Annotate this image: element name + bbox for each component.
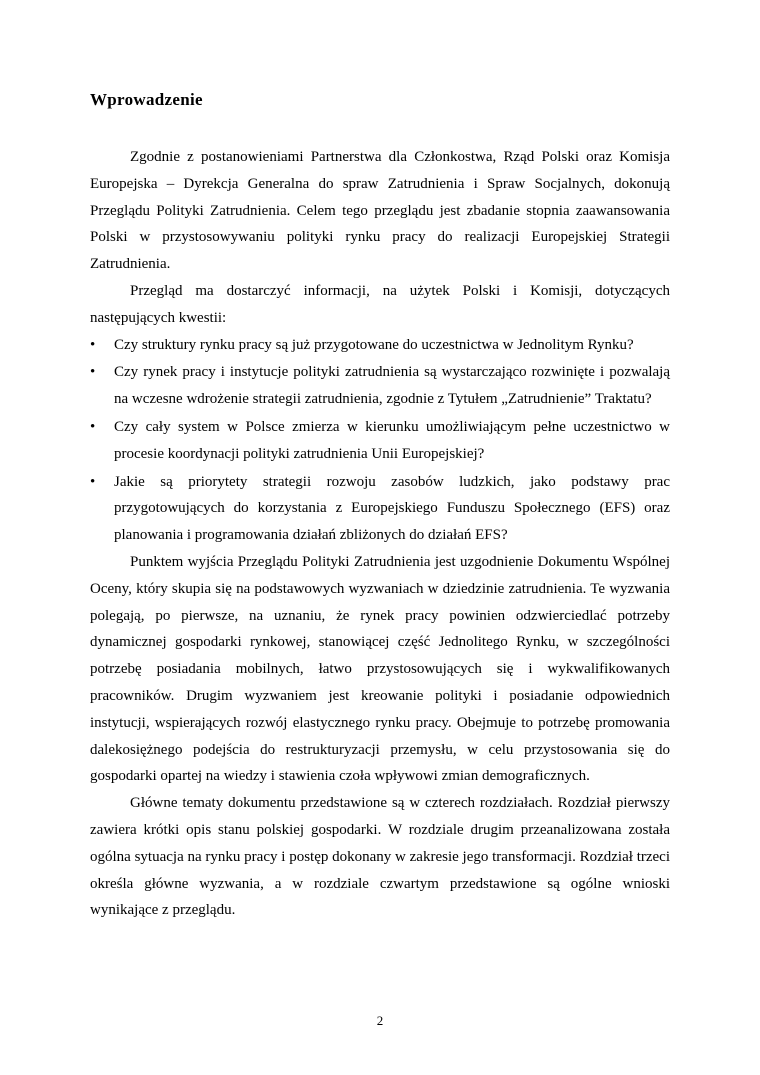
list-item-text: Czy rynek pracy i instytucje polityki zatrudnienia są wystarczająco rozwinięte i pozwalają na wczesne wdrożenie strategii zatrudnienia, zgodnie z Tytułem „Zatrudnienie” Traktatu? bbox=[114, 364, 670, 408]
list-item bbox=[90, 359, 670, 413]
list-item bbox=[90, 332, 670, 359]
document-body bbox=[90, 144, 670, 924]
section-heading: Wprowadzenie bbox=[90, 90, 203, 109]
bullet-icon: • bbox=[90, 418, 96, 435]
list-item-text: Czy cały system w Polsce zmierza w kierunku umożliwiającym pełne uczestnictwo w procesie koordynacji polityki zatrudnienia Unii Europejskiej? bbox=[114, 418, 670, 462]
list-item-text: Czy struktury rynku pracy są już przygotowane do uczestnictwa w Jednolitym Rynku? bbox=[114, 336, 634, 353]
bullet-icon: • bbox=[90, 336, 96, 353]
list-item bbox=[90, 469, 670, 549]
intro-paragraph-2: Przegląd ma dostarczyć informacji, na użytek Polski i Komisji, dotyczących następujących kwestii: bbox=[90, 282, 670, 326]
page-number: 2 bbox=[376, 1013, 384, 1028]
bullet-icon: • bbox=[90, 364, 96, 381]
list-item-text: Jakie są priorytety strategii rozwoju zasobów ludzkich, jako podstawy prac przygotowujących do korzystania z Europejskiego Funduszu Społecznego (EFS) oraz planowania i programowania działań zbliżonych do działań EFS? bbox=[114, 473, 670, 544]
intro-paragraph-3: Punktem wyjścia Przeglądu Polityki Zatrudnienia jest uzgodnienie Dokumentu Wspólnej Oceny, który skupia się na podstawowych wyzwaniach w dziedzinie zatrudnienia. Te wyzwania polegają, po pierwsze, na uznaniu, że rynek pracy powinien odzwierciedlać potrzeby dynamicznej gospodarki rynkowej, stanowiącej część Jednolitego Rynku, w szczególności potrzebę posiadania mobilnych, łatwo przystosowujących się i wykwalifikowanych pracowników. Drugim wyzwaniem jest kreowanie polityki i posiadanie odpowiednich instytucji, wspierających rozwój elastycznego rynku pracy. Obejmuje to potrzebę promowania dalekosiężnego podejścia do restrukturyzacji przemysłu, w celu przystosowania się do gospodarki opartej na wiedzy i stawienia czoła wpływowi zmian demograficznych. bbox=[90, 553, 670, 785]
list-item bbox=[90, 414, 670, 468]
bullet-icon: • bbox=[90, 473, 96, 490]
intro-paragraph-1: Zgodnie z postanowieniami Partnerstwa dla Członkostwa, Rząd Polski oraz Komisja Europejska – Dyrekcja Generalna do spraw Zatrudnienia i Spraw Socjalnych, dokonują Przeglądu Polityki Zatrudnienia. Celem tego przeglądu jest zbadanie stopnia zaawansowania Polski w przystosowywaniu polityki rynku pracy do realizacji Europejskiej Strategii Zatrudnienia. bbox=[90, 149, 670, 273]
question-list bbox=[90, 332, 670, 549]
intro-paragraph-4: Główne tematy dokumentu przedstawione są w czterech rozdziałach. Rozdział pierwszy zawiera krótki opis stanu polskiej gospodarki. W rozdziale drugim przeanalizowana została ogólna sytuacja na rynku pracy i postęp dokonany w zakresie jego transformacji. Rozdział trzeci określa główne wyzwania, a w rozdziale czwartym przedstawione są ogólne wnioski wynikające z przeglądu. bbox=[90, 795, 670, 919]
